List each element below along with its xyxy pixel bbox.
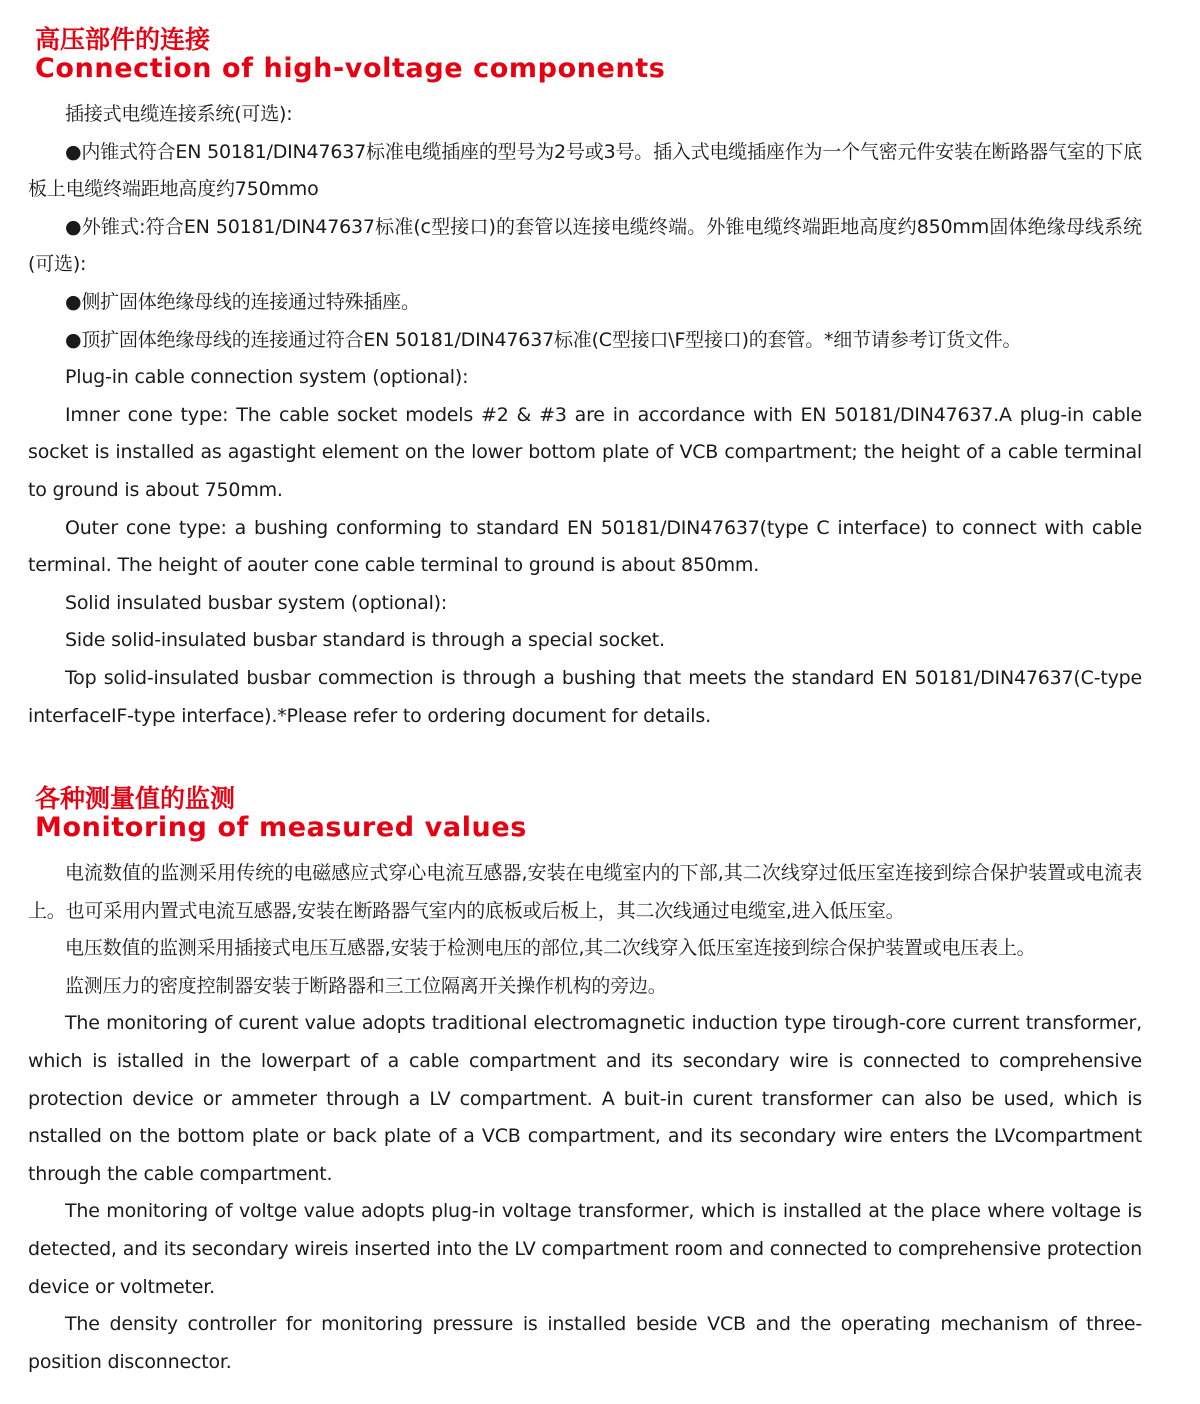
paragraph: ●外锥式:符合EN 50181/DIN47637标准(c型接口)的套管以连接电缆终端。外锥电缆终端距地高度约850mm固体绝缘母线系统(可选): [28, 215, 1142, 276]
section-monitoring [28, 785, 1142, 1381]
paragraph: ●顶扩固体绝缘母线的连接通过符合EN 50181/DIN47637标准(C型接口\F型接口)的套管。*细节请参考订货文件。 [65, 328, 1022, 351]
paragraph: The monitoring of voltge value adopts plug-in voltage transformer, which is installed at the place where voltage is detected, and its secondary wireis inserted into the LV compartment room and connected to comprehensive protection device or voltmeter. [28, 1200, 1142, 1298]
section-title-cn: 各种测量值的监测 [35, 784, 236, 813]
section-body [28, 855, 1142, 1381]
paragraph: Plug-in cable connection system (optional): [65, 366, 469, 389]
paragraph: 监测压力的密度控制器安装于断路器和三工位隔离开关操作机构的旁边。 [65, 974, 667, 997]
section-title-en: Monitoring of measured values [35, 812, 527, 843]
paragraph: 插接式电缆连接系统(可选): [65, 103, 293, 125]
section-title-cn: 高压部件的连接 [35, 25, 211, 54]
paragraph: The density controller for monitoring pressure is installed beside VCB and the operating mechanism of three-position disconnector. [28, 1313, 1142, 1373]
section-title-en: Connection of high-voltage components [35, 53, 666, 84]
section-body [28, 96, 1142, 735]
paragraph: ●内锥式符合EN 50181/DIN47637标准电缆插座的型号为2号或3号。插入式电缆插座作为一个气密元件安装在断路器气室的下底板上电缆终端距地高度约750mmo [28, 140, 1142, 201]
paragraph: Solid insulated busbar system (optional): [65, 591, 448, 614]
paragraph: Side solid-insulated busbar standard is through a special socket. [65, 629, 665, 652]
paragraph: The monitoring of curent value adopts traditional electromagnetic induction type tirough-core current transformer, which is istalled in the lowerpart of a cable compartment and its secondary wire is connected to comprehensive protection device or ammeter through a LV compartment. A buit-in curent transformer can also be used, which is nstalled on the bottom plate or back plate of a VCB compartment, and its secondary wire enters the LVcompartment through the cable compartment. [28, 1012, 1142, 1185]
paragraph: Top solid-insulated busbar commection is through a bushing that meets the standard EN 50181/DIN47637(C-type interfaceIF-type interface).*Please refer to ordering document for details. [28, 666, 1142, 727]
paragraph: 电流数值的监测采用传统的电磁感应式穿心电流互感器,安装在电缆室内的下部,其二次线穿过低压室连接到综合保护装置或电流表上。也可采用内置式电流互感器,安装在断路器气室内的底板或后板上，其二次线通过电缆室,进入低压室。 [28, 862, 1142, 922]
section-hv-connection [28, 26, 1142, 735]
paragraph: Imner cone type: The cable socket models #2 & #3 are in accordance with EN 50181/DIN47637.A plug-in cable socket is installed as agastight element on the lower bottom plate of VCB compartment; the height of a cable terminal to ground is about 750mm. [28, 403, 1142, 501]
paragraph: ●侧扩固体绝缘母线的连接通过特殊插座。 [65, 290, 420, 313]
paragraph: 电压数值的监测采用插接式电压互感器,安装于检测电压的部位,其二次线穿入低压室连接到综合保护装置或电压表上。 [65, 937, 1036, 960]
paragraph: Outer cone type: a bushing conforming to standard EN 50181/DIN47637(type C interface) to connect with cable terminal. The height of aouter cone cable terminal to ground is about 850mm. [28, 516, 1142, 577]
